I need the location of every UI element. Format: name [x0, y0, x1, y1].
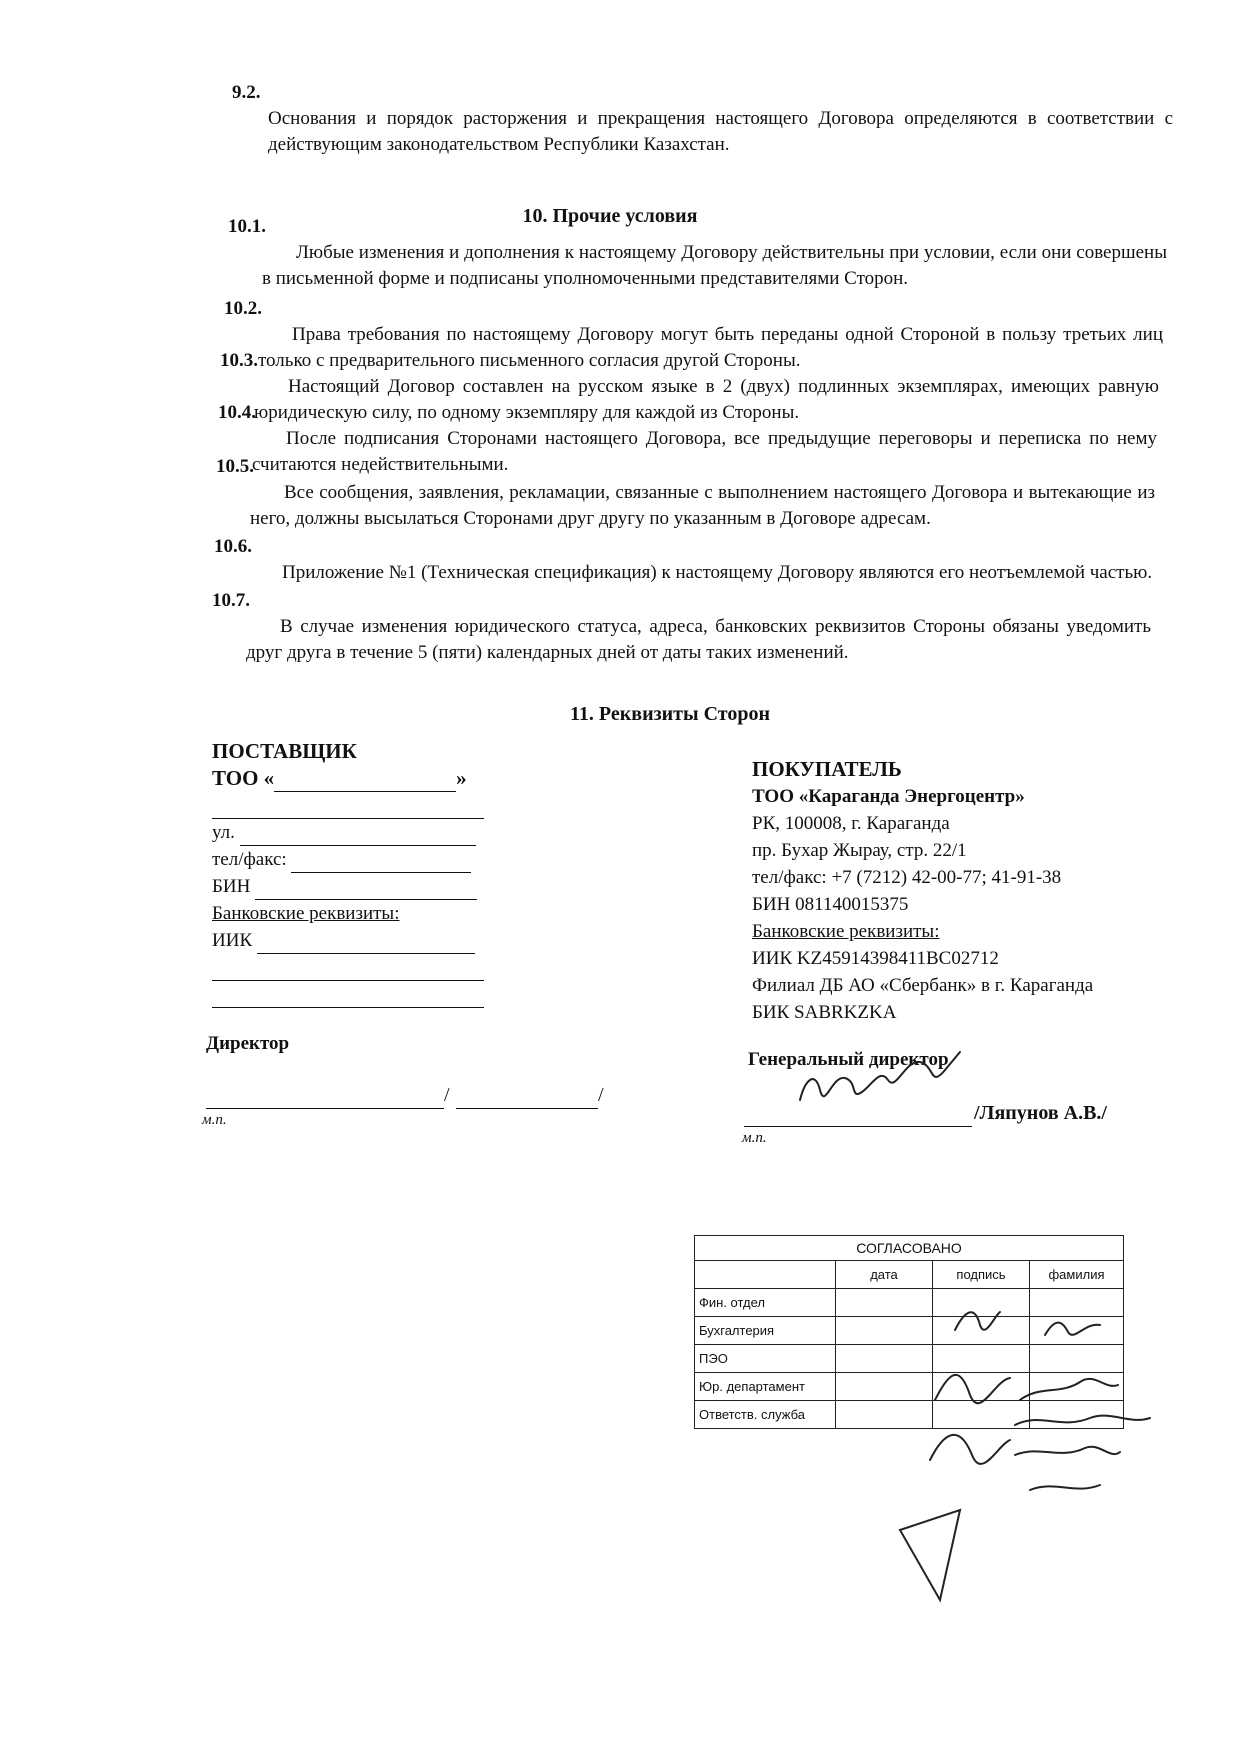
supplier-seal-label: м.п.: [202, 1112, 227, 1128]
approval-title: СОГЛАСОВАНО: [695, 1236, 1124, 1261]
phone-label: тел/факс:: [212, 849, 287, 870]
buyer-director-label: Генеральный директор: [748, 1049, 949, 1070]
clause-text: Все сообщения, заявления, рекламации, связанные с выполнением настоящего Договора и вытекающие из него, должны высылаться Сторонами друг другу по указанным в Договоре адресам.: [250, 482, 1155, 529]
section-10-title: 10. Прочие условия: [522, 205, 698, 227]
buyer-bank-name: Филиал ДБ АО «Сбербанк» в г. Караганда: [752, 975, 1094, 996]
approval-signature: [1015, 1416, 1150, 1425]
signature-slash: /: [598, 1084, 604, 1106]
supplier-title: ПОСТАВЩИК: [212, 739, 357, 763]
approval-row-label: Ответств. служба: [695, 1401, 836, 1429]
buyer-address-2: пр. Бухар Жырау, стр. 22/1: [752, 840, 967, 861]
approval-signature: [1015, 1447, 1120, 1455]
buyer-bik: БИК SABRKZKA: [752, 1002, 897, 1023]
clause-number: 10.1.: [228, 216, 266, 237]
buyer-company: ТОО «Караганда Энергоцентр»: [752, 786, 1025, 807]
buyer-bin: БИН 081140015375: [752, 894, 909, 915]
approval-signature: [935, 1375, 1010, 1403]
handwritten-mark: [900, 1510, 960, 1600]
approval-col-surname: фамилия: [1030, 1261, 1124, 1289]
approval-row-label: Бухгалтерия: [695, 1317, 836, 1345]
supplier-director-label: Директор: [206, 1033, 290, 1054]
buyer-bank-label: Банковские реквизиты:: [752, 921, 940, 942]
company-prefix: ТОО «: [212, 766, 275, 790]
approval-signature: [930, 1435, 1010, 1464]
section-11-title: 11. Реквизиты Сторон: [570, 703, 770, 725]
iik-label: ИИК: [212, 930, 253, 951]
director-signature: [800, 1052, 960, 1100]
clause-number: 9.2.: [232, 82, 261, 103]
bin-label: БИН: [212, 876, 251, 897]
buyer-phone: тел/факс: +7 (7212) 42-00-77; 41-91-38: [752, 867, 1062, 888]
clause-text: Любые изменения и дополнения к настоящему Договору действительны при условии, если они совершены в письменной форме и подписаны уполномоченными представителями Сторон.: [262, 242, 1167, 289]
buyer-signer: /Ляпунов А.В./: [974, 1102, 1107, 1124]
approval-signature: [1020, 1379, 1118, 1400]
clause-text: В случае изменения юридического статуса, адреса, банковских реквизитов Стороны обязаны уведомить друг друга в течение 5 (пяти) календарных дней от даты таких изменений.: [246, 616, 1151, 663]
clause-text: Настоящий Договор составлен на русском языке в 2 (двух) подлинных экземплярах, имеющих равную юридическую силу, по одному экземпляру для каждой из Стороны.: [254, 376, 1159, 423]
clause-number: 10.6.: [214, 536, 252, 557]
approval-row-label: ПЭО: [695, 1345, 836, 1373]
approval-row-label: Юр. департамент: [695, 1373, 836, 1401]
supplier-bank-label: Банковские реквизиты:: [212, 903, 400, 924]
clause-number: 10.5.: [216, 456, 254, 477]
approval-col-date: дата: [836, 1261, 933, 1289]
clause-number: 10.4.: [218, 402, 256, 423]
clause-number: 10.7.: [212, 590, 250, 611]
approval-col-signature: подпись: [933, 1261, 1030, 1289]
clause-number: 10.3.: [220, 350, 258, 371]
buyer-address-1: РК, 100008, г. Караганда: [752, 813, 950, 834]
signature-slash: /: [444, 1084, 450, 1106]
approval-signature: [1030, 1485, 1100, 1490]
clause-number: 10.2.: [224, 298, 262, 319]
buyer-title: ПОКУПАТЕЛЬ: [752, 757, 902, 781]
approval-signature: [955, 1312, 1000, 1330]
clause-text: Основания и порядок расторжения и прекращения настоящего Договора определяются в соответствии с действующим законодательством Республики Казахстан.: [268, 108, 1173, 155]
buyer-seal-label: м.п.: [742, 1130, 767, 1146]
clause-text: Приложение №1 (Техническая спецификация) к настоящему Договору являются его неотъемлемой частью.: [282, 562, 1153, 583]
company-suffix: »: [456, 766, 467, 790]
buyer-iik: ИИК KZ45914398411BC02712: [752, 948, 999, 969]
clause-text: Права требования по настоящему Договору могут быть переданы одной Стороной в пользу третьих лиц только с предварительного письменного согласия другой Стороны.: [258, 324, 1163, 371]
street-label: ул.: [212, 822, 235, 843]
clause-text: После подписания Сторонами настоящего Договора, все предыдущие переговоры и переписка по нему считаются недействительными.: [252, 428, 1157, 475]
approval-row-label: Фин. отдел: [695, 1289, 836, 1317]
approval-signature: [1045, 1323, 1100, 1335]
